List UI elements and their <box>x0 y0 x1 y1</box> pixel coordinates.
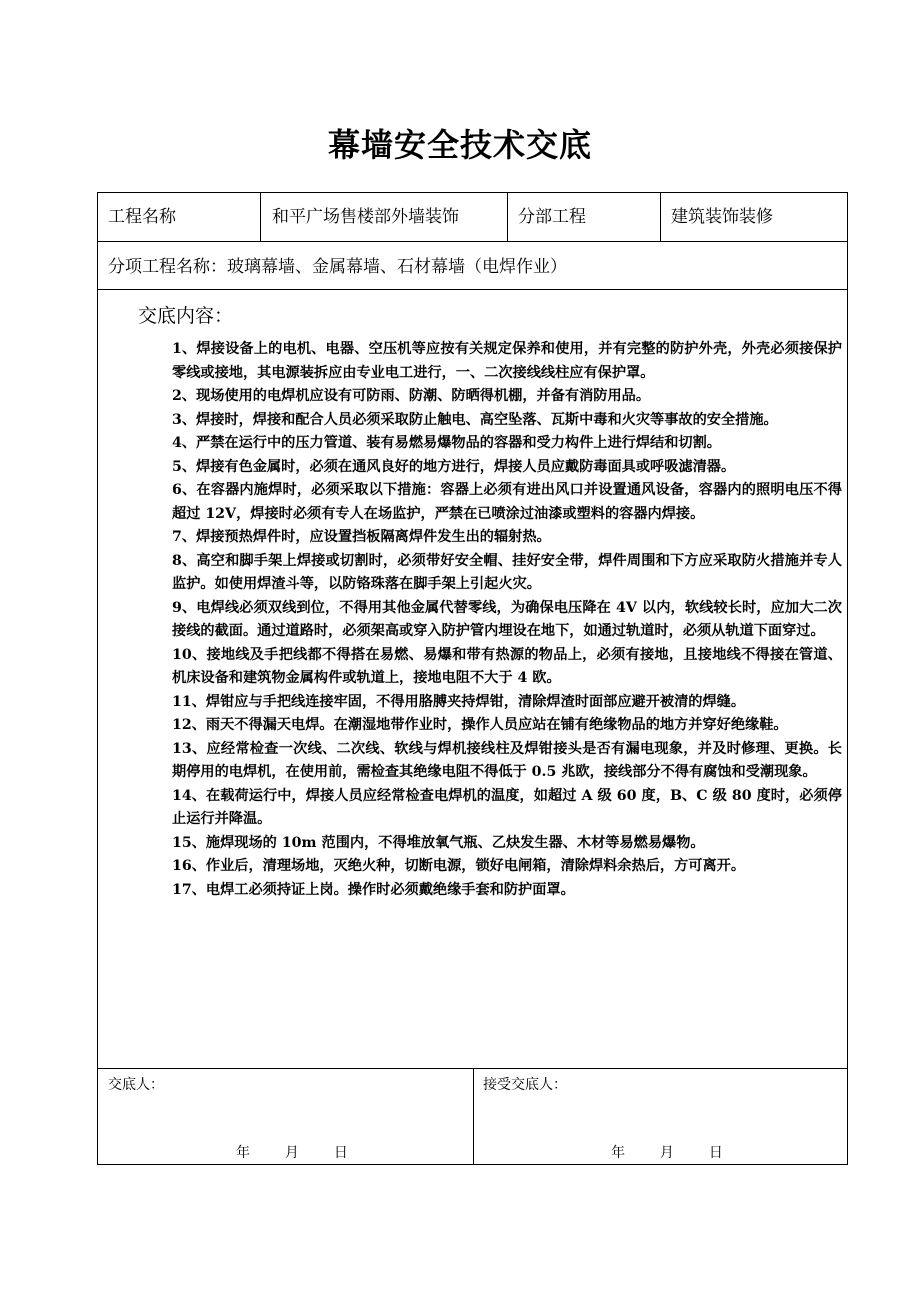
date-day: 日 <box>708 1145 723 1161</box>
disclosure-item: 9、电焊线必须双线到位，不得用其他金属代替零线，为确保电压降在 4V 以内，软线较长时，应加大二次接线的截面。通过道路时，必须架高或穿入防护管内埋设在地下，如通过轨道时，必须从轨道下面穿过。 <box>172 599 842 639</box>
disclosure-item: 13、应经常检查一次线、二次线、软线与焊机接线柱及焊钳接头是否有漏电现象，并及时修理、更换。长期停用的电焊机，在使用前，需检查其绝缘电阻不得低于 0.5 兆欧，接线部分不得有腐蚀和受潮现象。 <box>172 740 842 780</box>
disclosure-table <box>97 192 848 1165</box>
column-divider <box>660 193 661 241</box>
row-divider <box>98 289 847 290</box>
disclosure-item: 15、施焊现场的 10m 范围内，不得堆放氧气瓶、乙炔发生器、木材等易燃易爆物。 <box>172 834 705 851</box>
date-month: 月 <box>284 1145 299 1161</box>
disclosure-item: 17、电焊工必须持证上岗。操作时必须戴绝缘手套和防护面罩。 <box>172 881 575 898</box>
disclosure-item: 14、在载荷运行中，焊接人员应经常检查电焊机的温度，如超过 A 级 60 度，B、C 级 80 度时，必须停止运行并降温。 <box>172 787 842 827</box>
discloser-label: 交底人： <box>108 1077 164 1093</box>
sub-project-value: 建筑装饰装修 <box>671 207 773 227</box>
document-title: 幕墙安全技术交底 <box>327 126 592 164</box>
receiver-date <box>611 1143 723 1163</box>
date-year: 年 <box>611 1145 625 1161</box>
disclosure-item: 11、焊钳应与手把线连接牢固，不得用胳膊夹持焊钳，清除焊渣时面部应避开被清的焊缝。 <box>172 693 746 710</box>
row-divider <box>98 241 847 242</box>
sub-item-name: 分项工程名称：玻璃幕墙、金属幕墙、石材幕墙（电焊作业） <box>108 257 567 277</box>
disclosure-item: 5、焊接有色金属时，必须在通风良好的地方进行，焊接人员应戴防毒面具或呼吸滤清器。 <box>172 458 736 475</box>
disclosure-item: 4、严禁在运行中的压力管道、装有易燃易爆物品的容器和受力构件上进行焊结和切割。 <box>172 435 721 451</box>
disclosure-item: 12、雨天不得漏天电焊。在潮湿地带作业时，操作人员应站在铺有绝缘物品的地方并穿好绝缘鞋。 <box>172 717 788 733</box>
column-divider <box>260 193 261 241</box>
column-divider <box>473 1068 474 1165</box>
disclosure-item: 6、在容器内施焊时，必须采取以下措施：容器上必须有进出风口并设置通风设备，容器内的照明电压不得超过 12V，焊接时必须有专人在场监护，严禁在已喷涂过油漆或塑料的容器内焊接。 <box>172 482 842 522</box>
disclosure-item: 2、现场使用的电焊机应设有可防雨、防潮、防晒得机棚，并备有消防用品。 <box>172 388 651 404</box>
project-name-label: 工程名称 <box>108 207 176 227</box>
date-year: 年 <box>236 1145 250 1161</box>
sub-project-label: 分部工程 <box>518 207 586 227</box>
disclosure-item: 16、作业后，清理场地，灭绝火种，切断电源，锁好电闸箱，清除焊料余热后，方可离开。 <box>172 858 746 874</box>
disclosure-item: 1、焊接设备上的电机、电器、空压机等应按有关规定保养和使用，并有完整的防护外壳，外壳必须接保护零线或接地，其电源装拆应由专业电工进行，一、二次接线线柱应有保护罩。 <box>172 341 842 381</box>
column-divider <box>507 193 508 241</box>
disclosure-item: 8、高空和脚手架上焊接或切割时，必须带好安全帽、挂好安全带，焊件周围和下方应采取防火措施并专人监护。如使用焊渣斗等，以防铬珠落在脚手架上引起火灾。 <box>172 552 842 592</box>
disclosure-item: 3、焊接时，焊接和配合人员必须采取防止触电、高空坠落、瓦斯中毒和火灾等事故的安全措施。 <box>172 411 778 428</box>
content-heading: 交底内容： <box>138 305 234 327</box>
project-name-value: 和平广场售楼部外墙装饰 <box>272 207 459 227</box>
discloser-date <box>236 1143 348 1163</box>
receiver-label: 接受交底人： <box>483 1077 567 1093</box>
disclosure-item: 7、焊接预热焊件时，应设置挡板隔离焊件发生出的辐射热。 <box>172 529 551 545</box>
date-day: 日 <box>333 1145 348 1161</box>
date-month: 月 <box>659 1145 674 1161</box>
disclosure-items <box>172 338 842 902</box>
disclosure-item: 10、接地线及手把线都不得搭在易燃、易爆和带有热源的物品上，必须有接地，且接地线不得接在管道、机床设备和建筑物金属构件或轨道上，接地电阻不大于 4 欧。 <box>172 646 842 686</box>
